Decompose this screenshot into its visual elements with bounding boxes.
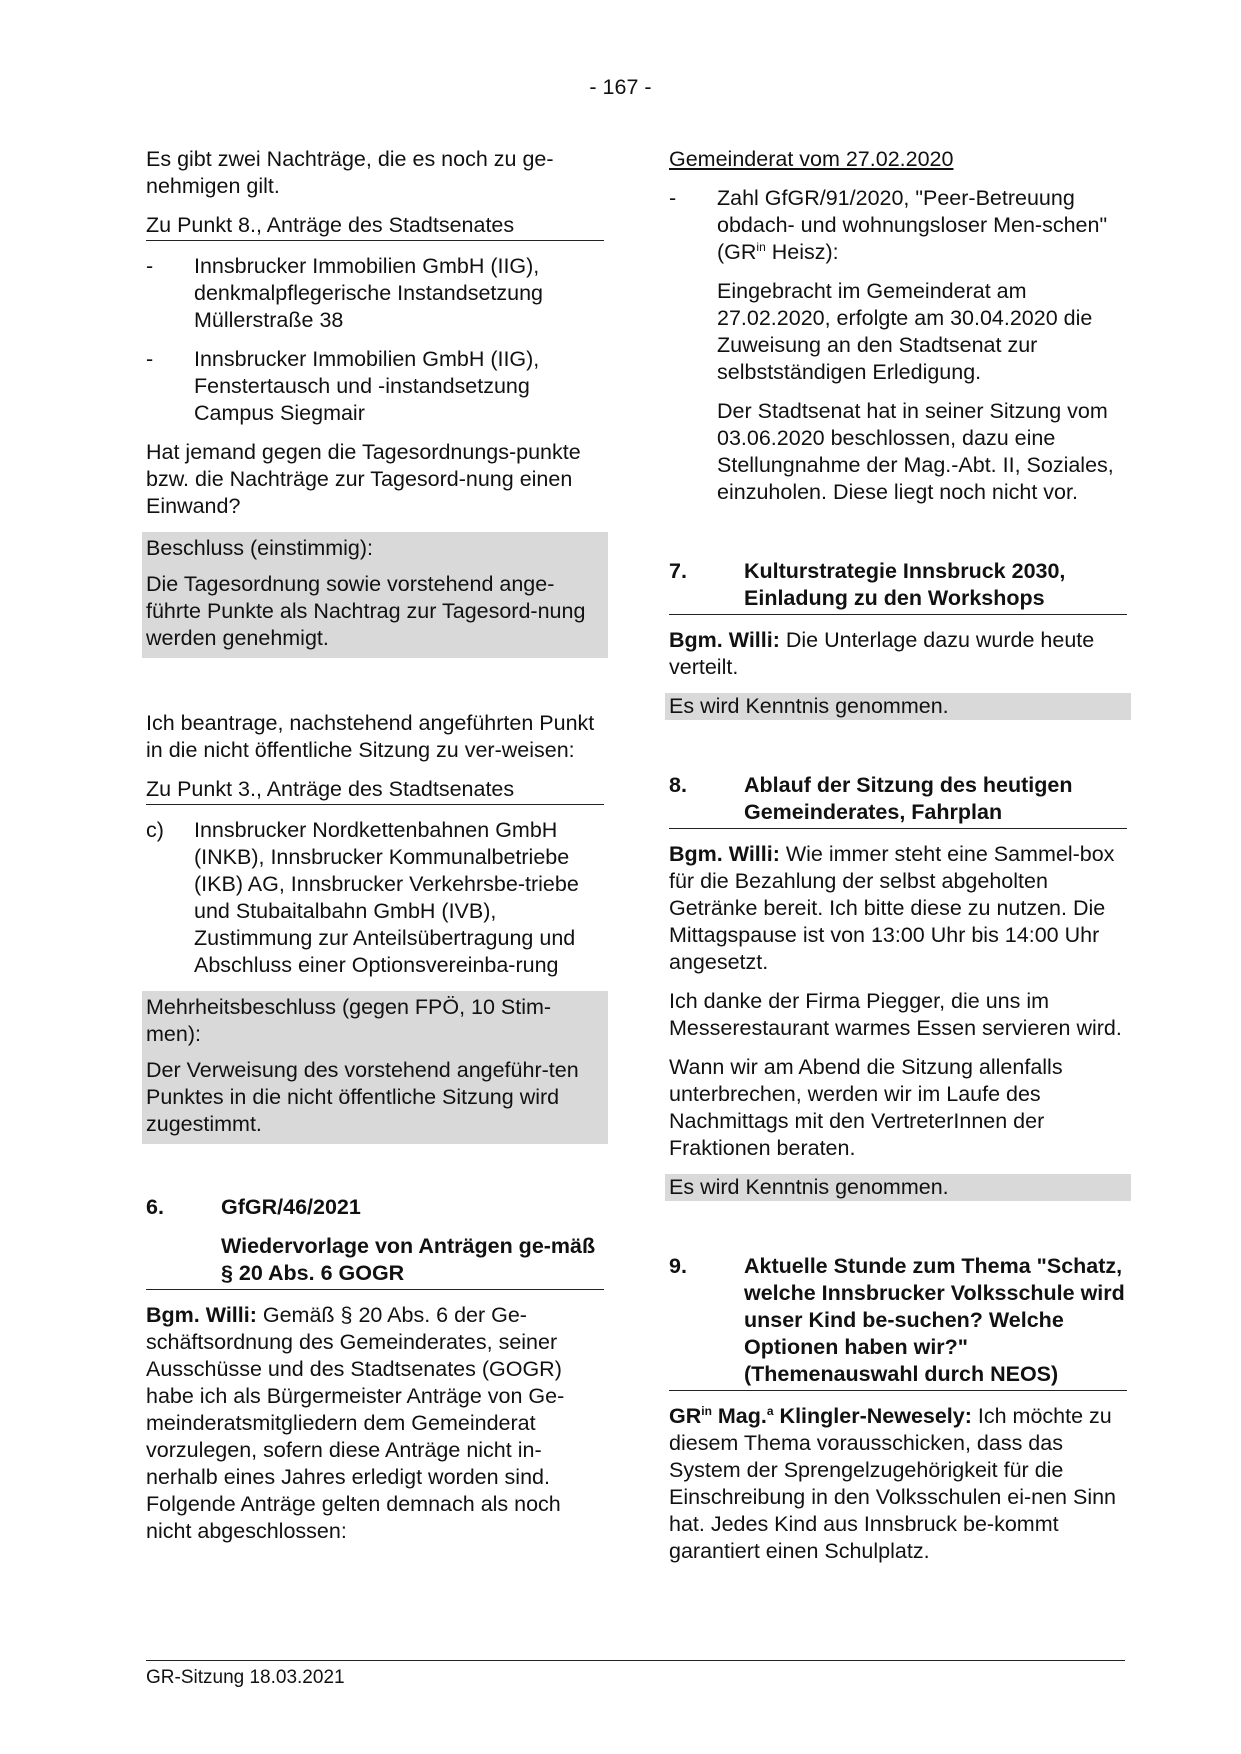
paragraph-piegger: Ich danke der Firma Piegger, die uns im Messerestaurant warmes Essen servieren wird.	[669, 989, 1122, 1040]
paragraph-section-9	[669, 1403, 1127, 1565]
resolution-text: Die Tagesordnung sowie vorstehend ange-führte Punkte als Nachtrag zur Tagesord-nung werden genehmigt.	[146, 572, 586, 650]
section-number: 9.	[669, 1254, 687, 1278]
footer-divider	[146, 1660, 1125, 1661]
subheading-gemeinderat: Gemeinderat vom 27.02.2020	[669, 147, 954, 171]
list-marker: -	[669, 186, 677, 210]
section-7-heading	[669, 558, 1127, 615]
speaker-name: $GR^{in}$ Mag.$^a$ Klingler-Newesely:	[669, 1403, 972, 1428]
list-item-text: Innsbrucker Nordkettenbahnen GmbH (INKB), Innsbrucker Kommunalbetriebe (IKB) AG, Innsbrucker Verkehrsbe-triebe und Stubaitalbahn GmbH (IVB), Zustimmung zur Anteilsübertragung und Abschluss einer Optionsvereinba-rung	[194, 818, 579, 977]
paragraph-nachtraege: Es gibt zwei Nachträge, die es noch zu ge-nehmigen gilt.	[146, 147, 554, 198]
paragraph-section-6	[146, 1302, 604, 1545]
speech-text: Gemäß § 20 Abs. 6 der Ge-schäftsordnung des Gemeinderates, seiner Ausschüsse und des Stadtsenates (GOGR) habe ich als Bürgermeister Anträge von Ge-meinderatsmitgliedern dem Gemeinderat vorzulegen, sofern diese Anträge nicht in-nerhalb eines Jahres erledigt worden sind. Folgende Anträge gelten demnach als noch nicht abgeschlossen:	[146, 1303, 565, 1543]
list-item-text: Innsbrucker Immobilien GmbH (IIG), denkmalpflegerische Instandsetzung Müllerstraße 38	[194, 254, 543, 332]
kenntnis-note: Es wird Kenntnis genommen.	[665, 693, 1131, 720]
list-item-text: Zahl GfGR/91/2020, "Peer-Betreuung obdach- und wohnungsloser Men-schen" ($GR^{in}$ Heisz):	[717, 186, 1108, 264]
section-number: 6.	[146, 1195, 164, 1219]
list-item	[146, 346, 604, 427]
resolution-text: Der Verweisung des vorstehend angeführ-ten Punktes in die nicht öffentliche Sitzung wird zugestimmt.	[146, 1058, 579, 1136]
section-subtitle: Wiedervorlage von Anträgen ge-mäß § 20 Abs. 6 GOGR	[221, 1234, 596, 1285]
paragraph-eingebracht: Eingebracht im Gemeinderat am 27.02.2020, erfolgte am 30.04.2020 die Zuweisung an den Stadtsenat zur selbstständigen Erledigung.	[717, 279, 1093, 384]
paragraph-antrag: Ich beantrage, nachstehend angeführten Punkt in die nicht öffentliche Sitzung zu ver-weisen:	[146, 711, 595, 762]
section-number: 8.	[669, 773, 687, 797]
section-title: Kulturstrategie Innsbruck 2030, Einladung zu den Workshops	[744, 559, 1066, 610]
page-number: - 167 -	[589, 75, 652, 99]
speaker-name: Bgm. Willi:	[669, 628, 780, 652]
paragraph-question: Hat jemand gegen die Tagesordnungs-punkte bzw. die Nachträge zur Tagesord-nung einen Einwand?	[146, 440, 581, 518]
list-marker: -	[146, 347, 154, 371]
section-title: GfGR/46/2021	[221, 1195, 361, 1219]
section-9-heading	[669, 1253, 1127, 1391]
section-title: Aktuelle Stunde zum Thema "Schatz, welche Innsbrucker Volksschule wird unser Kind be-suchen? Welche Optionen haben wir?" (Themenauswahl durch NEOS)	[744, 1254, 1125, 1386]
speaker-name: Bgm. Willi:	[669, 842, 780, 866]
list-marker: c)	[146, 818, 164, 842]
resolution-box-1	[142, 532, 608, 658]
section-6-subheading	[146, 1233, 604, 1290]
right-column	[669, 146, 1127, 1577]
list-item	[146, 253, 604, 334]
speech-text: Die Unterlage dazu wurde heute verteilt.	[669, 628, 1095, 679]
list-item	[669, 185, 1127, 266]
speaker-name: Bgm. Willi:	[146, 1303, 257, 1327]
section-8-heading	[669, 772, 1127, 829]
kenntnis-note: Es wird Kenntnis genommen.	[665, 1174, 1131, 1201]
list-item-text: Innsbrucker Immobilien GmbH (IIG), Fenstertausch und -instandsetzung Campus Siegmair	[194, 347, 540, 425]
resolution-label: Beschluss (einstimmig):	[146, 536, 373, 560]
footer-text: GR-Sitzung 18.03.2021	[146, 1667, 345, 1688]
paragraph-section-8	[669, 841, 1127, 976]
section-6-heading	[146, 1194, 604, 1221]
paragraph-abend: Wann wir am Abend die Sitzung allenfalls unterbrechen, werden wir im Laufe des Nachmittags mit den VertreterInnen der Fraktionen beraten.	[669, 1055, 1063, 1160]
resolution-label: Mehrheitsbeschluss (gegen FPÖ, 10 Stim-men):	[146, 995, 552, 1046]
list-item	[146, 817, 604, 979]
speech-text: Wie immer steht eine Sammel-box für die Bezahlung der selbst abgeholten Getränke bereit. Ich bitte diese zu nutzen. Die Mittagspause ist von 13:00 Uhr bis 14:00 Uhr angesetzt.	[669, 842, 1115, 974]
paragraph-section-7	[669, 627, 1127, 681]
section-number: 7.	[669, 559, 687, 583]
list-marker: -	[146, 254, 154, 278]
paragraph-stadtsenat: Der Stadtsenat hat in seiner Sitzung vom 03.06.2020 beschlossen, dazu eine Stellungnahme der Mag.-Abt. II, Soziales, einzuholen. Diese liegt noch nicht vor.	[717, 399, 1114, 504]
resolution-box-2	[142, 991, 608, 1144]
subheading-zu-punkt-3: Zu Punkt 3., Anträge des Stadtsenates	[146, 776, 604, 805]
left-column	[146, 146, 604, 1557]
speech-text: Ich möchte zu diesem Thema vorausschicken, dass das System der Sprengelzugehörigkeit für die Einschreibung in den Volksschulen ei-nen Sinn hat. Jedes Kind aus Innsbruck be-kommt garantiert einen Schulplatz.	[669, 1404, 1117, 1563]
subheading-zu-punkt-8: Zu Punkt 8., Anträge des Stadtsenates	[146, 212, 604, 241]
section-title: Ablauf der Sitzung des heutigen Gemeinderates, Fahrplan	[744, 773, 1073, 824]
